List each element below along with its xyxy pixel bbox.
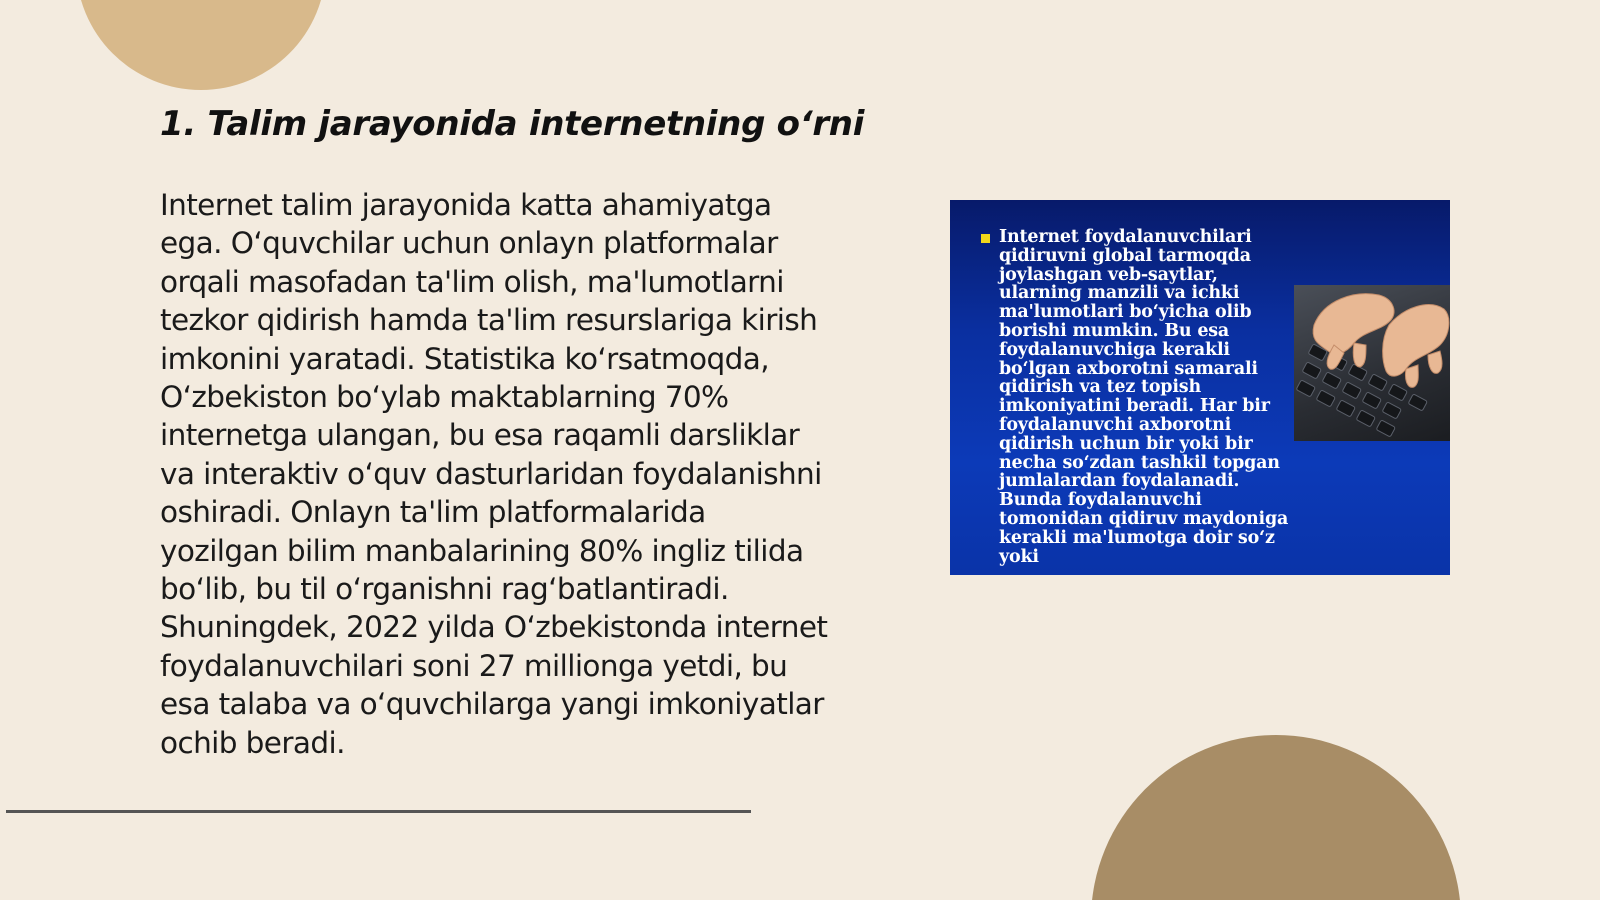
divider-line: [6, 810, 751, 813]
bullet-square-icon: [981, 234, 990, 243]
picture-text: Internet foydalanuvchilari qidiruvni global tarmoqda joylashgan veb-saytlar, ularning manzili va ichki ma'lumotlari bo‘yicha olib borishi mumkin. Bu esa foydalanuvchiga kerakli bo‘lgan axborotni samarali qidirish va tez topish imkoniyatini beradi. Har bir foydalanuvchi axborotni qidirish uchun bir yoki bir necha so‘zdan tashkil topgan jumlalardan foydalanadi. Bunda foydalanuvchi tomonidan qidiruv maydoniga kerakli ma'lumotga doir so‘z yoki: [999, 227, 1289, 567]
slide-title: 1. Talim jarayonida internetning o‘rni: [160, 104, 865, 144]
decorative-circle-top: [76, 0, 326, 90]
embedded-slide-picture: [950, 200, 1450, 575]
decorative-circle-bottom: [1091, 735, 1461, 900]
hands-on-keyboard-icon: [1294, 285, 1450, 441]
slide-body-text: Internet talim jarayonida katta ahamiyatga ega. O‘quvchilar uchun onlayn platformalar orqali masofadan ta'lim olish, ma'lumotlarni tezkor qidirish hamda ta'lim resurslariga kirish imkonini yaratadi. Statistika ko‘rsatmoqda, O‘zbekiston bo‘ylab maktablarning 70% internetga ulangan, bu esa raqamli darsliklar va interaktiv o‘quv dasturlaridan foydalanishni oshiradi. Onlayn ta'lim platformalarida yozilgan bilim manbalarining 80% ingliz tilida bo‘lib, bu til o‘rganishni rag‘batlantiradi. Shuningdek, 2022 yilda O‘zbekistonda internet foydalanuvchilari soni 27 millionga yetdi, bu esa talaba va o‘quvchilarga yangi imkoniyatlar ochib beradi.: [160, 188, 828, 760]
